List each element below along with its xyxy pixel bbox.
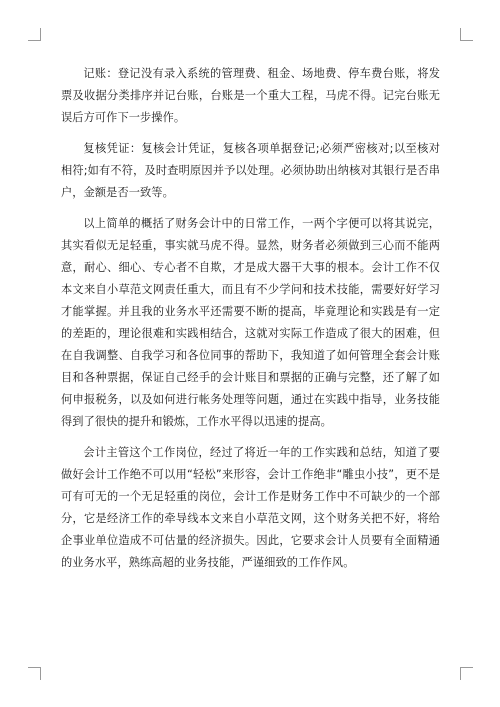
paragraph-bookkeeping: 记账：登记没有录入系统的管理费、租金、场地费、停车费台账，将发票及收据分类排序并记台账，台账是一个重大工程，马虎不得。记完台账无误后方可作下一步操作。 — [61, 67, 440, 124]
crop-mark-top-right — [460, 28, 473, 41]
paragraph-daily-work-summary: 以上简单的概括了财务会计中的日常工作，一两个字便可以将其说完，其实看似无足轻重，事实就马虎不得。显然，财务者必须做到三心而不能两意，耐心、细心、专心者不自欺，才是成大器干大事的根本。会计工作不仅本文来自小草范文网责任重大，而且有不少学问和技术技能，需要好好学习才能掌握。并且我的业务水平还需要不断的提高，毕竟理论和实践是有一定的差距的，理论很难和实践相结合，这就对实际工作造成了很大的困难，但在自我调整、自我学习和各位同事的帮助下，我知道了如何管理全套会计账目和各种票据，保证自己经手的会计账目和票据的正确与完整，还了解了如何申报税务，以及如何进行帐务处理等问题，通过在实践中指导，业务技能得到了很快的提升和锻炼，工作水平得以迅速的提高。 — [61, 217, 440, 428]
crop-mark-top-left — [28, 28, 41, 41]
document-body — [61, 63, 440, 583]
crop-mark-bottom-left — [28, 667, 41, 680]
paragraph-voucher-review: 复核凭证：复核会计凭证，复核各项单据登记;必须严密核对;以至核对相符;如有不符，及时查明原因并予以处理。必须协助出纳核对其银行是否串户，金额是否一致等。 — [61, 142, 440, 199]
paragraph-accounting-supervisor: 会计主管这个工作岗位，经过了将近一年的工作实践和总结，知道了要做好会计工作绝不可以用“轻松”来形容，会计工作绝非“雕虫小技”，更不是可有可无的一个无足轻重的岗位，会计工作是财务工作中不可缺少的一个部分，它是经济工作的牵导线本文来自小草范文网，这个财务关把不好，将给企事业单位造成不可估量的经济损失。因此，它要求会计人员要有全面精通的业务水平，熟练高超的业务技能，严谨细致的工作作风。 — [61, 446, 440, 569]
crop-mark-bottom-right — [460, 667, 473, 680]
